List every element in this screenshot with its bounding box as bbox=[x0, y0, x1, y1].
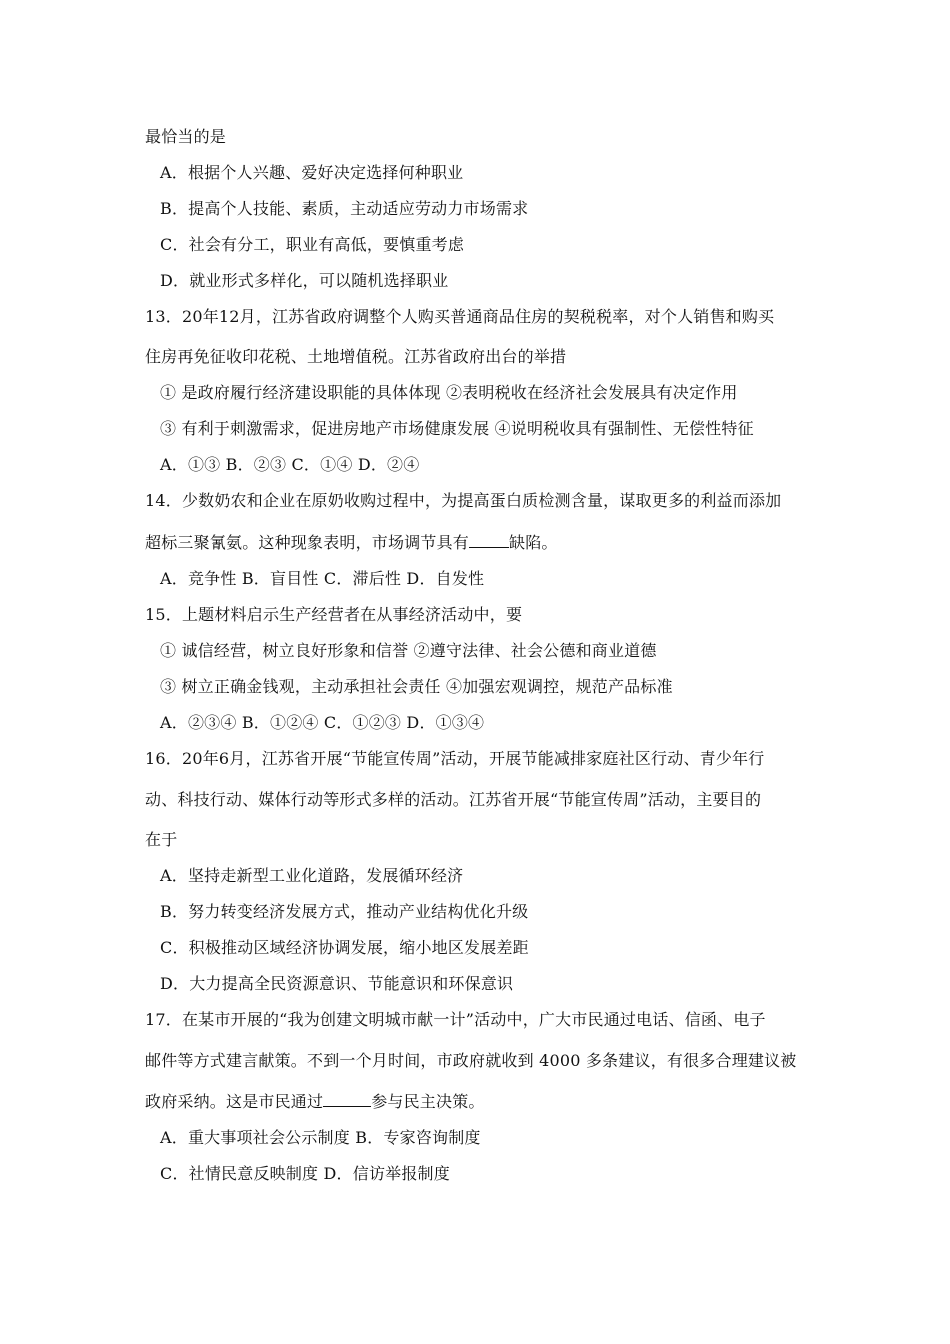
q15-stem: 15．上题材料启示生产经营者在从事经济活动中，要 bbox=[145, 605, 523, 624]
q14-stem-line1: 14．少数奶农和企业在原奶收购过程中，为提高蛋白质检测含量，谋取更多的利益而添加 bbox=[145, 491, 782, 510]
q14-answer-blank bbox=[469, 533, 509, 548]
q15-statements-line2: ③ 树立正确金钱观，主动承担社会责任 ④加强宏观调控，规范产品标准 bbox=[160, 677, 673, 696]
q17-stem-text-end: 参与民主决策。 bbox=[371, 1092, 485, 1111]
q16-option-c: C．积极推动区域经济协调发展，缩小地区发展差距 bbox=[160, 938, 529, 957]
q12-option-b: B．提高个人技能、素质，主动适应劳动力市场需求 bbox=[160, 199, 529, 218]
q15-options: A．②③④ B．①②④ C．①②③ D．①③④ bbox=[160, 713, 485, 732]
q12-option-a: A．根据个人兴趣、爱好决定选择何种职业 bbox=[160, 163, 464, 182]
q16-stem-line2: 动、科技行动、媒体行动等形式多样的活动。江苏省开展“节能宣传周”活动，主要目的 bbox=[145, 790, 762, 809]
q13-stem-line1: 13．20年12月，江苏省政府调整个人购买普通商品住房的契税税率，对个人销售和购买 bbox=[145, 307, 775, 326]
q16-option-a: A．坚持走新型工业化道路，发展循环经济 bbox=[160, 866, 464, 885]
q13-stem-line2: 住房再免征收印花税、土地增值税。江苏省政府出台的举措 bbox=[145, 347, 567, 366]
q17-options-line2: C．社情民意反映制度 D．信访举报制度 bbox=[160, 1164, 450, 1183]
q14-stem-text: 超标三聚氰氨。这种现象表明，市场调节具有 bbox=[145, 533, 470, 552]
q17-answer-blank bbox=[323, 1092, 371, 1107]
q12-stem-tail: 最恰当的是 bbox=[145, 127, 227, 146]
q16-option-b: B．努力转变经济发展方式，推动产业结构优化升级 bbox=[160, 902, 529, 921]
q16-option-d: D．大力提高全民资源意识、节能意识和环保意识 bbox=[160, 974, 514, 993]
q14-stem-line2 bbox=[145, 533, 558, 553]
q14-stem-text-end: 缺陷。 bbox=[509, 533, 558, 552]
q13-statements-line2: ③ 有利于刺激需求，促进房地产市场健康发展 ④说明税收具有强制性、无偿性特征 bbox=[160, 419, 754, 438]
q17-stem-line1: 17．在某市开展的“我为创建文明城市献一计”活动中，广大市民通过电话、信函、电子 bbox=[145, 1010, 766, 1029]
q17-stem-line2: 邮件等方式建言献策。不到一个月时间，市政府就收到 4000 多条建议，有很多合理建议被 bbox=[145, 1051, 797, 1070]
q17-stem-text: 政府采纳。这是市民通过 bbox=[145, 1092, 324, 1111]
q16-stem-line1: 16．20年6月，江苏省开展“节能宣传周”活动，开展节能减排家庭社区行动、青少年行 bbox=[145, 749, 765, 768]
q17-stem-line3 bbox=[145, 1092, 485, 1112]
q15-statements-line1: ① 诚信经营，树立良好形象和信誉 ②遵守法律、社会公德和商业道德 bbox=[160, 641, 657, 660]
q16-stem-line3: 在于 bbox=[145, 830, 178, 849]
q14-options: A．竞争性 B．盲目性 C．滞后性 D．自发性 bbox=[160, 569, 485, 588]
q13-statements-line1: ① 是政府履行经济建设职能的具体体现 ②表明税收在经济社会发展具有决定作用 bbox=[160, 383, 738, 402]
q17-options-line1: A．重大事项社会公示制度 B．专家咨询制度 bbox=[160, 1128, 481, 1147]
q12-option-c: C．社会有分工，职业有高低，要慎重考虑 bbox=[160, 235, 465, 254]
q13-options: A．①③ B．②③ C．①④ D．②④ bbox=[160, 455, 420, 474]
q12-option-d: D．就业形式多样化，可以随机选择职业 bbox=[160, 271, 449, 290]
